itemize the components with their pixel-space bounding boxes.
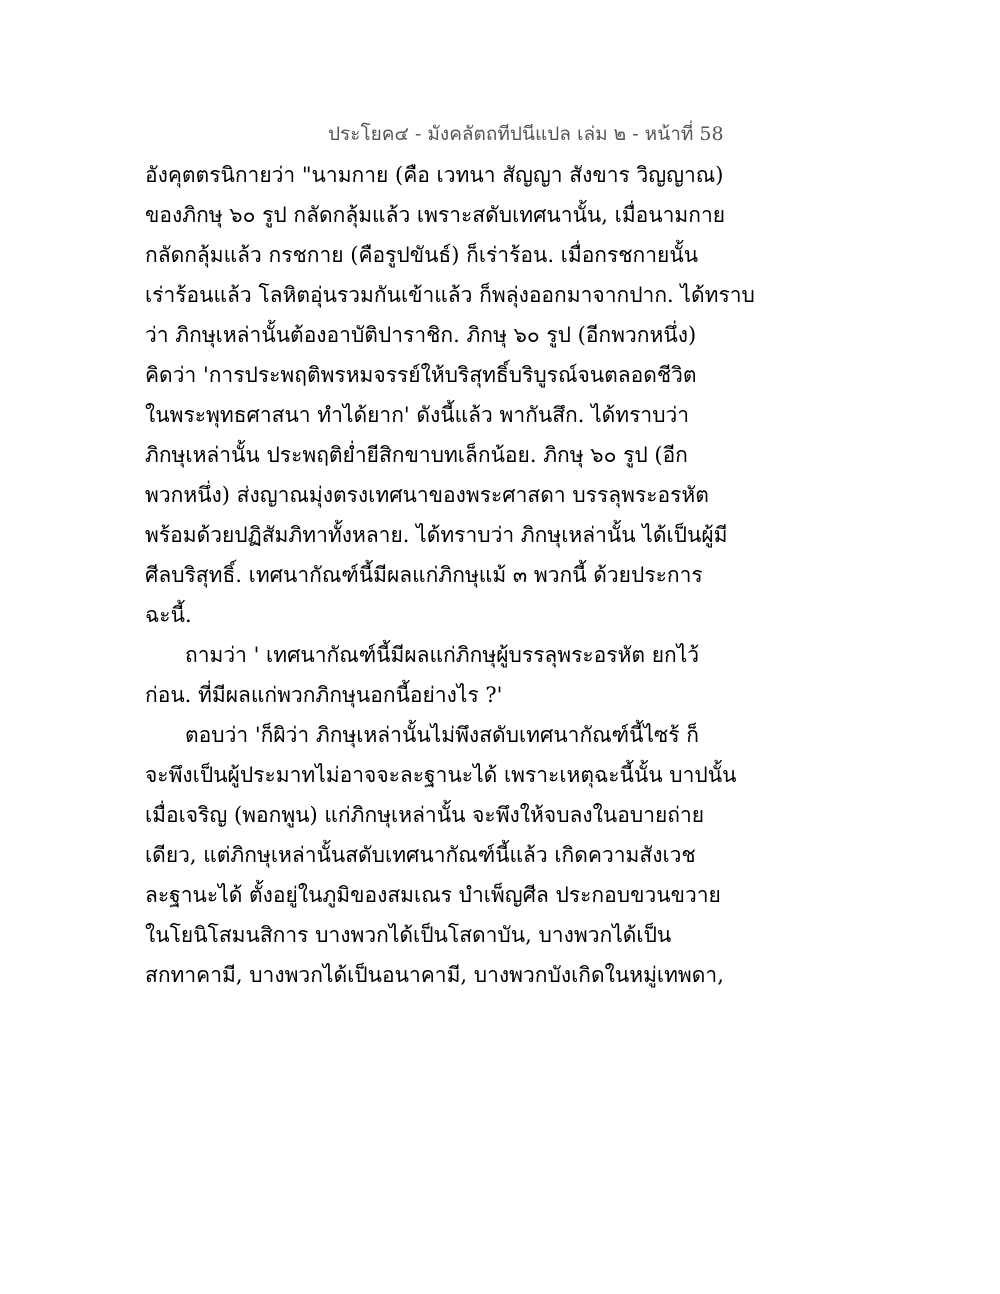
text-line: เดียว, แต่ภิกษุเหล่านั้นสดับเทศนากัณฑ์นี้แล้ว เกิดความสังเวช	[145, 843, 696, 867]
text-line: พวกหนึ่ง) ส่งญาณมุ่งตรงเทศนาของพระศาสดา บรรลุพระอรหัต	[145, 483, 709, 507]
text-line: ในโยนิโสมนสิการ บางพวกได้เป็นโสดาบัน, บางพวกได้เป็น	[145, 923, 672, 947]
text-line: สกทาคามี, บางพวกได้เป็นอนาคามี, บางพวกบังเกิดในหมู่เทพดา,	[145, 963, 724, 987]
body-text	[145, 155, 755, 995]
text-line: คิดว่า 'การประพฤติพรหมจรรย์ให้บริสุทธิ์บริบูรณ์จนตลอดชีวิต	[145, 363, 697, 387]
text-line: ของภิกษุ ๖๐ รูป กลัดกลุ้มแล้ว เพราะสดับเทศนานั้น, เมื่อนามกาย	[145, 203, 726, 227]
text-line: กลัดกลุ้มแล้ว กรชกาย (คือรูปขันธ์) ก็เร่าร้อน. เมื่อกรชกายนั้น	[145, 243, 699, 267]
text-line: ว่า ภิกษุเหล่านั้นต้องอาบัติปาราชิก. ภิกษุ ๖๐ รูป (อีกพวกหนึ่ง)	[145, 323, 697, 347]
text-line: พร้อมด้วยปฏิสัมภิทาทั้งหลาย. ได้ทราบว่า ภิกษุเหล่านั้น ได้เป็นผู้มี	[145, 523, 728, 547]
running-header: ประโยค๔ - มังคลัตถทีปนีแปล เล่ม ๒ - หน้าที่ 58	[328, 123, 724, 145]
text-line: จะพึงเป็นผู้ประมาทไม่อาจจะละฐานะได้ เพราะเหตุฉะนี้นั้น บาปนั้น	[145, 763, 737, 787]
text-line: เมื่อเจริญ (พอกพูน) แก่ภิกษุเหล่านั้น จะพึงให้จบลงในอบายถ่าย	[145, 803, 705, 827]
text-line: อังคุตตรนิกายว่า "นามกาย (คือ เวทนา สัญญา สังขาร วิญญาณ)	[145, 163, 724, 187]
text-line: ก่อน. ที่มีผลแก่พวกภิกษุนอกนี้อย่างไร ?'	[145, 683, 503, 707]
paragraph-start-line: ตอบว่า 'ก็ผิว่า ภิกษุเหล่านั้นไม่พึงสดับเทศนากัณฑ์นี้ไซร้ ก็	[185, 723, 699, 747]
text-line: เร่าร้อนแล้ว โลหิตอุ่นรวมกันเข้าแล้ว ก็พลุ่งออกมาจากปาก. ได้ทราบ	[145, 283, 755, 307]
paragraph-start-line: ถามว่า ' เทศนากัณฑ์นี้มีผลแก่ภิกษุผู้บรรลุพระอรหัต ยกไว้	[185, 643, 700, 667]
text-line: ในพระพุทธศาสนา ทำได้ยาก' ดังนี้แล้ว พากันสึก. ได้ทราบว่า	[145, 403, 690, 427]
text-line: ละฐานะได้ ตั้งอยู่ในภูมิของสมเณร บำเพ็ญศีล ประกอบขวนขวาย	[145, 883, 721, 907]
text-line: ฉะนี้.	[145, 603, 192, 627]
text-line: ศีลบริสุทธิ์. เทศนากัณฑ์นี้มีผลแก่ภิกษุแม้ ๓ พวกนี้ ด้วยประการ	[145, 563, 703, 587]
text-line: ภิกษุเหล่านั้น ประพฤติย่ำยีสิกขาบทเล็กน้อย. ภิกษุ ๖๐ รูป (อีก	[145, 443, 688, 467]
